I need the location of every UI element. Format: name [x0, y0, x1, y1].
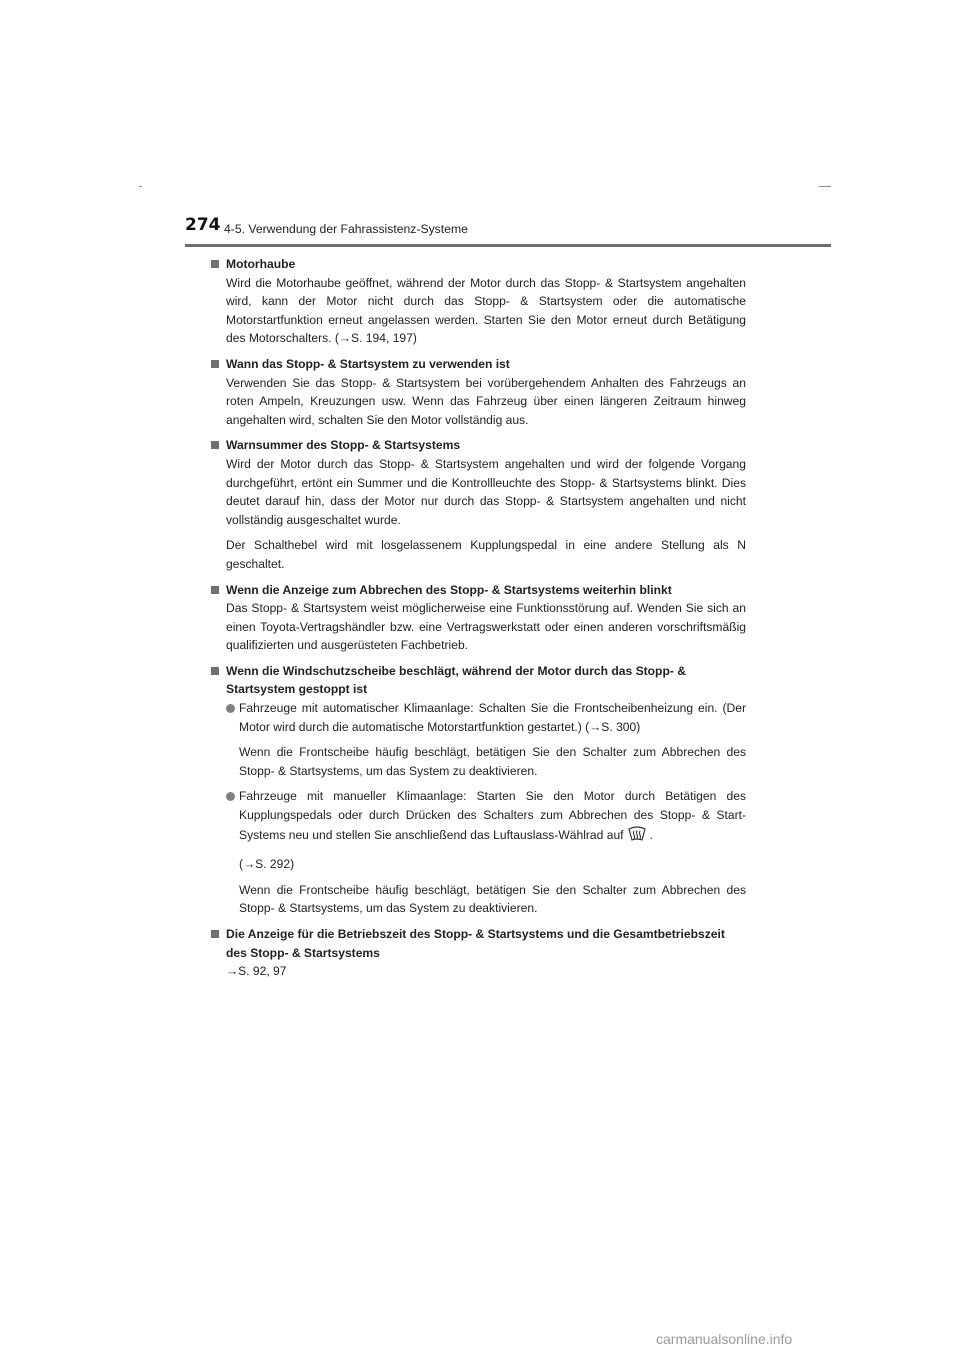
section-usage [211, 355, 746, 429]
section-warning-buzzer [211, 436, 746, 573]
section-title: Die Anzeige für die Betriebszeit des Stopp- & Startsystems und die Gesamtbetriebszeit des Stopp- & Startsystems [211, 925, 746, 962]
windshield-defrost-icon [627, 825, 647, 849]
round-bullet-icon [226, 704, 235, 713]
chapter-title: 4-5. Verwendung der Fahrassistenz-Systeme [224, 222, 468, 236]
section-motorhaube [211, 255, 746, 348]
crop-mark-left [139, 186, 142, 187]
section-title: Motorhaube [211, 255, 746, 274]
page-number: 274 [185, 215, 221, 235]
section-title: Wann das Stopp- & Startsystem zu verwenden ist [211, 355, 746, 374]
square-bullet-icon [211, 260, 219, 268]
cross-reference: →S. 92, 97 [226, 964, 287, 979]
square-bullet-icon [211, 360, 219, 368]
section-title: Wenn die Windschutzscheibe beschlägt, während der Motor durch das Stopp- & Startsystem gestoppt ist [211, 662, 746, 699]
square-bullet-icon [211, 586, 219, 594]
header-rule [185, 244, 831, 247]
crop-mark-right [819, 186, 831, 187]
section-cancel-indicator [211, 581, 746, 655]
section-operating-time [211, 925, 746, 981]
page-header [185, 214, 831, 248]
square-bullet-icon [211, 930, 219, 938]
square-bullet-icon [211, 441, 219, 449]
section-title: Wenn die Anzeige zum Abbrechen des Stopp- & Startsystems weiterhin blinkt [211, 581, 746, 600]
page-content [211, 255, 746, 988]
paragraph: Wird die Motorhaube geöffnet, während der Motor durch das Stopp- & Startsystem angehalten wird, kann der Motor nicht durch das Stopp- & Startsystem oder die automatische Motorstartfunktion erneut angelassen werden. Starten Sie den Motor erneut durch Betätigung des Motorschalters. (→S. 194, 197) [226, 275, 746, 346]
paragraph: Das Stopp- & Startsystem weist möglicherweise eine Funktionsstörung auf. Wenden Sie sich an einen Toyota-Vertragshändler bzw. eine Vertragswerkstatt oder einen anderen vorschriftsmäßig qualifizierten und ausgerüsteten Fachbetrieb. [226, 601, 746, 653]
cross-reference: (→S. 292) [239, 857, 295, 872]
round-bullet-icon [226, 792, 235, 801]
paragraph: Verwenden Sie das Stopp- & Startsystem bei vorübergehendem Anhalten des Fahrzeugs an roten Ampeln, Kreuzungen usw. Wenn das Fahrzeug über einen längeren Zeitraum hinweg angehalten wird, schalten Sie den Motor vollständig aus. [226, 375, 746, 427]
square-bullet-icon [211, 667, 219, 675]
paragraph: Wenn die Frontscheibe häufig beschlägt, betätigen Sie den Schalter zum Abbrechen des Stopp- & Startsystems, um das System zu deaktivieren. [239, 745, 746, 778]
paragraph: Wenn die Frontscheibe häufig beschlägt, betätigen Sie den Schalter zum Abbrechen des Stopp- & Startsystems, um das System zu deaktivieren. [239, 882, 746, 916]
paragraph: Der Schalthebel wird mit losgelassenem Kupplungspedal in eine andere Stellung als N geschaltet. [226, 538, 746, 571]
section-title: Warnsummer des Stopp- & Startsystems [211, 436, 746, 455]
watermark[interactable]: carmanualsonline.info [656, 1331, 793, 1347]
paragraph: Wird der Motor durch das Stopp- & Startsystem angehalten und wird der folgende Vorgang durchgeführt, ertönt ein Summer und die Kontrollleuchte des Stopp- & Startsystems blinkt. Dies deutet darauf hin, dass der Motor nur durch das Stopp- & Startsystem angehalten und nicht vollständig ausgeschaltet wurde. [226, 456, 746, 527]
list-item: Fahrzeuge mit manueller Klimaanlage: Starten Sie den Motor durch Betätigen des Kupplungspedals oder durch Drücken des Schalters zum Abbrechen des Stopp- & Start-Systems neu und stellen Sie anschließend das Luftauslass-Wählrad auf . [226, 787, 746, 848]
section-windshield-fog [211, 662, 746, 918]
list-item: Fahrzeuge mit automatischer Klimaanlage: Schalten Sie die Frontscheibenheizung ein. (Der Motor wird durch die automatische Motorstartfunktion gestartet.) (→S. 300) [226, 699, 746, 736]
